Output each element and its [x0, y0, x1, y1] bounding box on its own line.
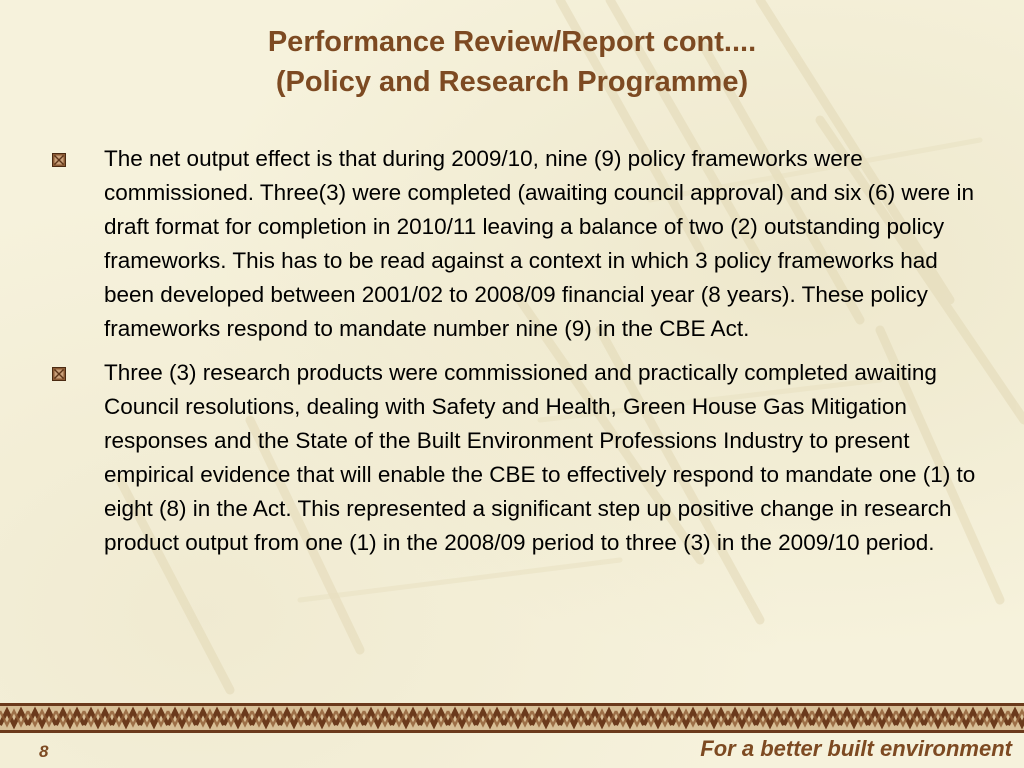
title-line-2: (Policy and Research Programme): [275, 66, 749, 98]
bullet-item-2: [50, 356, 990, 560]
decorative-border: [0, 703, 1024, 733]
bullet-list: [50, 142, 990, 570]
square-bullet-icon: [52, 153, 66, 167]
page-number: 8: [39, 742, 49, 761]
bullet-item-1: [50, 142, 990, 346]
bullet-text-1: The net output effect is that during 2009/10, nine (9) policy frameworks were commissioned. Three(3) were completed (awaiting council approval) and six (6) were in draft format for completion in 2010/11 leaving a balance of two (2) outstanding policy frameworks. This has to be read against a context in which 3 policy frameworks had been developed between 2001/02 to 2008/09 financial year (8 years). These policy frameworks respond to mandate number nine (9) in the CBE Act.: [104, 146, 974, 341]
title-line-1: Performance Review/Report cont....: [267, 26, 757, 58]
square-bullet-icon: [52, 367, 66, 381]
bullet-text-2: Three (3) research products were commissioned and practically completed awaiting Council resolutions, dealing with Safety and Health, Green House Gas Mitigation responses and the State of the Built Environment Professions Industry to present empirical evidence that will enable the CBE to effectively respond to mandate one (1) to eight (8) in the Act. This represented a significant step up positive change in research product output from one (1) in the 2008/09 period to three (3) in the 2009/10 period.: [104, 360, 976, 555]
slide-title: [0, 22, 1024, 102]
footer-tagline: For a better built environment: [700, 736, 1012, 761]
